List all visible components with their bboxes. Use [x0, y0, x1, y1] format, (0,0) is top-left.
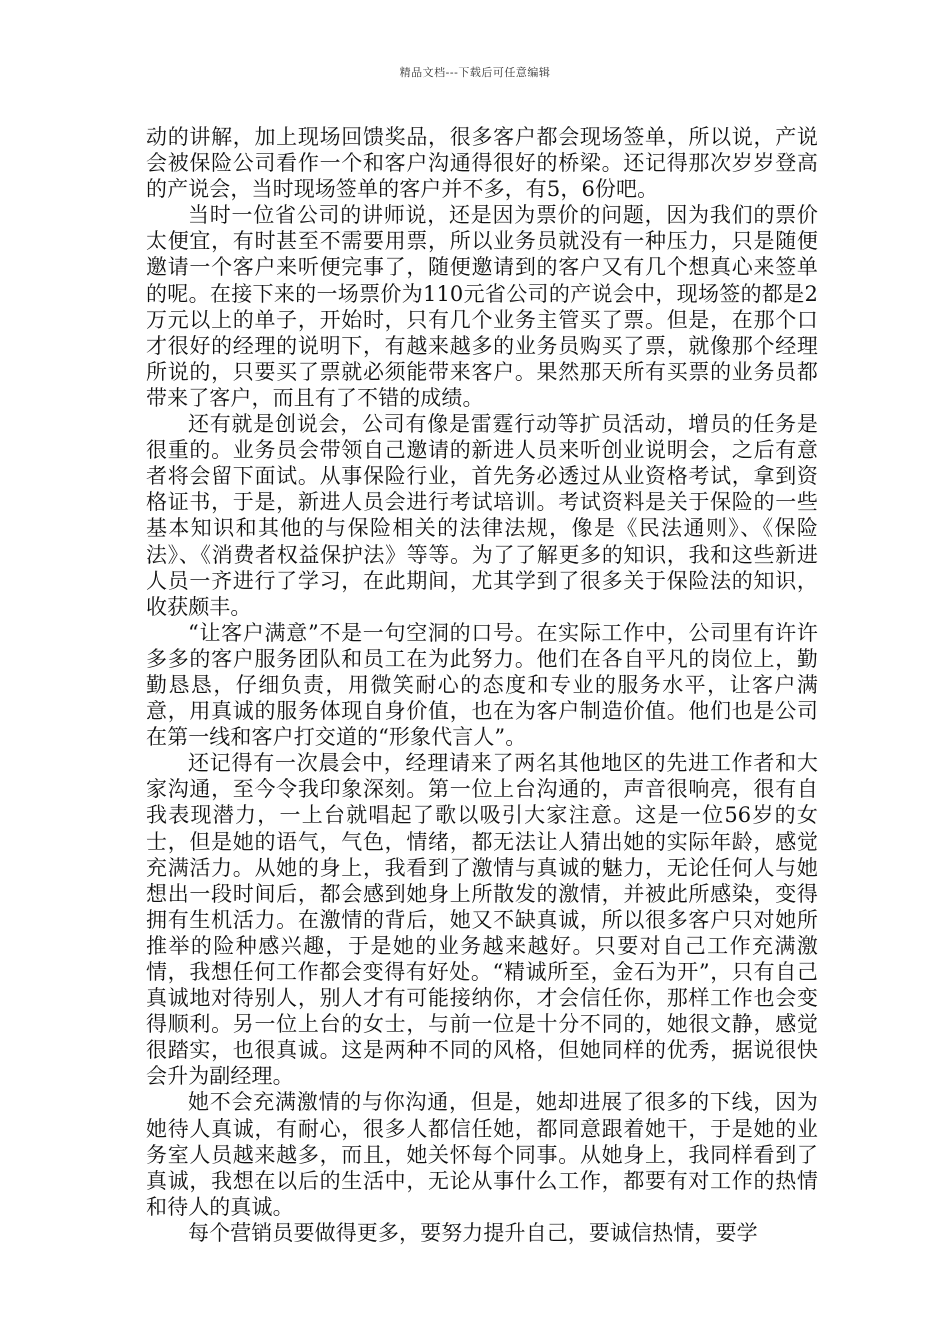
paragraph-7: 每个营销员要做得更多，要努力提升自己，要诚信热情，要学 — [188, 1220, 758, 1245]
paragraph-1: 动的讲解，加上现场回馈奖品，很多客户都会现场签单，所以说，产说会被保险公司看作一个和客户沟通得很好的桥梁。还记得那次岁岁登高的产说会，当时现场签单的客户并不多，有5，6份吧。 — [146, 125, 818, 202]
paragraph-3: 还有就是创说会，公司有像是雷霆行动等扩员活动，增员的任务是很重的。业务员会带领自己邀请的新进人员来听创业说明会，之后有意者将会留下面试。从事保险行业，首先务必透过从业资格考试，拿到资格证书，于是，新进人员会进行考试培训。考试资料是关于保险的一些基本知识和其他的与保险相关的法律法规，像是《民法通则》、《保险法》、《消费者权益保护法》等等。为了了解更多的知识，我和这些新进人员一齐进行了学习，在此期间，尤其学到了很多关于保险法的知识，收获颇丰。 — [146, 412, 818, 619]
paragraph-4: “让客户满意”不是一句空洞的口号。在实际工作中，公司里有许许多多的客户服务团队和员工在为此努力。他们在各自平凡的岗位上，勤勤恳恳，仔细负责，用微笑耐心的态度和专业的服务水平，让客户满意，用真诚的服务体现自身价值，也在为客户制造价值。他们也是公司在第一线和客户打交道的“形象代言人”。 — [146, 620, 818, 750]
document-body — [146, 124, 818, 1246]
paragraph-6: 她不会充满激情的与你沟通，但是，她却进展了很多的下线，因为她待人真诚，有耐心，很多人都信任她，都同意跟着她干，于是她的业务室人员越来越多，而且，她关怀每个同事。从她身上，我同样看到了真诚，我想在以后的生活中，无论从事什么工作，都要有对工作的热情和待人的真诚。 — [146, 1090, 818, 1219]
paragraph-2: 当时一位省公司的讲师说，还是因为票价的问题，因为我们的票价太便宜，有时甚至不需要用票，所以业务员就没有一种压力，只是随便邀请一个客户来听便完事了，随便邀请到的客户又有几个想真心来签单的呢。在接下来的一场票价为110元省公司的产说会中，现场签的都是2万元以上的单子，开始时，只有几个业务主管买了票。但是，在那个口才很好的经理的说明下，有越来越多的业务员购买了票，就像那个经理所说的，只要买了票就必须能带来客户。果然那天所有买票的业务员都带来了客户，而且有了不错的成绩。 — [146, 203, 818, 410]
page-header: 精品文档---下载后可任意编辑 — [399, 66, 551, 79]
paragraph-5: 还记得有一次晨会中，经理请来了两名其他地区的先进工作者和大家沟通，至今令我印象深刻。第一位上台沟通的，声音很响亮，很有自我表现潜力，一上台就唱起了歌以吸引大家注意。这是一位56岁的女士，但是她的语气，气色，情绪，都无法让人猜出她的实际年龄，感觉充满活力。从她的身上，我看到了激情与真诚的魅力，无论任何人与她想出一段时间后，都会感到她身上所散发的激情，并被此所感染，变得拥有生机活力。在激情的背后，她又不缺真诚，所以很多客户只对她所推举的险种感兴趣，于是她的业务越来越好。只要对自己工作充满激情，我想任何工作都会变得有好处。“精诚所至，金石为开”，只有自己真诚地对待别人，别人才有可能接纳你，才会信任你，那样工作也会变得顺利。另一位上台的女士，与前一位是十分不同的，她很文静，感觉很踏实，也很真诚。这是两种不同的风格，但她同样的优秀，据说很快会升为副经理。 — [146, 751, 818, 1089]
